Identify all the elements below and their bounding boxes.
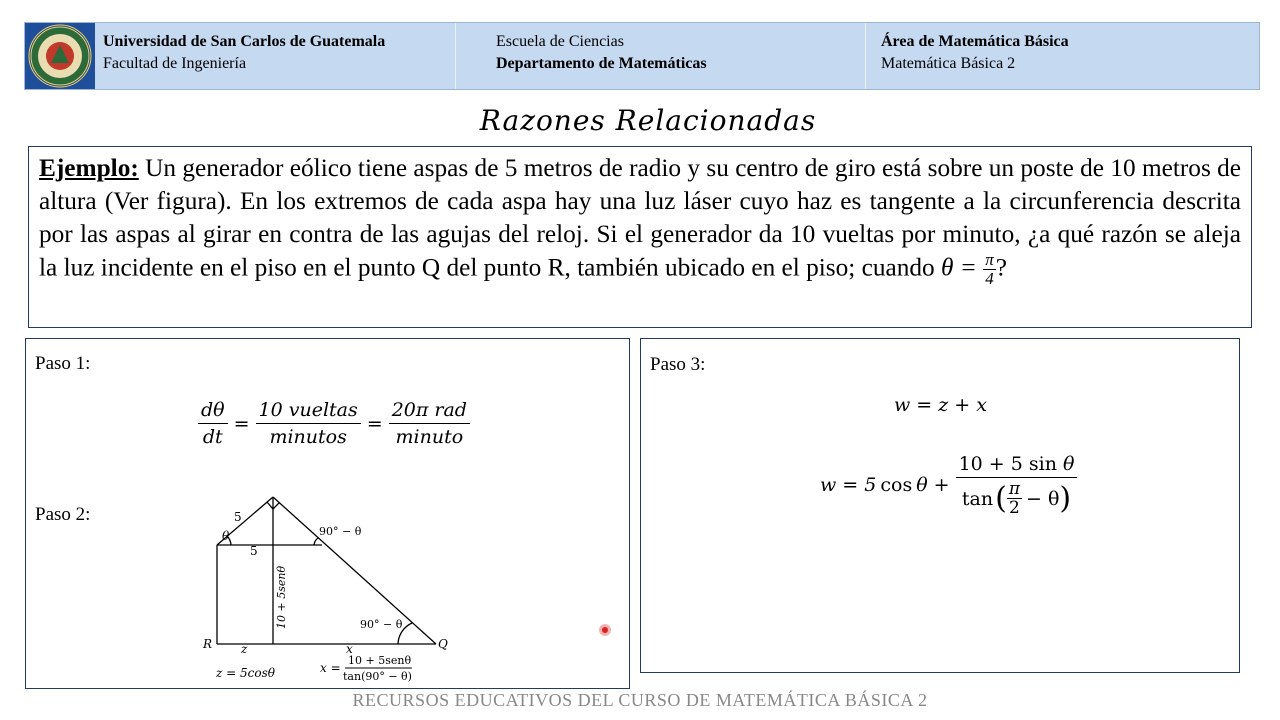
svg-text:90° − θ: 90° − θ xyxy=(360,618,403,631)
svg-text:5: 5 xyxy=(234,510,242,524)
example-theta: θ = xyxy=(941,253,977,282)
footer-text: RECURSOS EDUCATIVOS DEL CURSO DE MATEMÁTICA BÁSICA 2 xyxy=(352,690,928,710)
laser-pointer-icon xyxy=(599,624,611,636)
step1-label: Paso 1: xyxy=(35,353,91,374)
svg-text:10 + 5senθ: 10 + 5senθ xyxy=(275,565,288,629)
svg-text:90° − θ: 90° − θ xyxy=(319,525,362,538)
svg-text:Q: Q xyxy=(438,637,448,651)
page-title: Razones Relacionadas xyxy=(479,104,817,137)
svg-text:z: z xyxy=(241,642,248,656)
panel-step-3 xyxy=(640,338,1240,673)
step2-label: Paso 2: xyxy=(35,504,91,525)
svg-text:θ: θ xyxy=(222,529,230,543)
wind-generator-figure xyxy=(26,339,629,688)
header-banner xyxy=(24,22,1260,90)
svg-text:R: R xyxy=(203,637,213,651)
university-name: Universidad de San Carlos de Guatemala xyxy=(103,33,386,50)
svg-text:z = 5cosθ: z = 5cosθ xyxy=(216,666,275,680)
svg-text:x: x xyxy=(346,642,353,656)
example-box xyxy=(28,146,1252,328)
header-area xyxy=(865,23,1259,89)
example-end: ? xyxy=(995,253,1007,282)
svg-text:5: 5 xyxy=(250,544,258,558)
school-name: Escuela de Ciencias xyxy=(496,33,624,50)
example-text: Un generador eólico tiene aspas de 5 metros de radio y su centro de giro está sobre un poste de 10 metros de altura (Ver figura). En los extremos de cada aspa hay una luz láser cuyo haz es tangente a la circunferencia descrita por las aspas al girar en contra de las agujas del reloj. Si el generador da 10 vueltas por minuto, ¿a qué razón se aleja la luz incidente en el piso en el punto Q del punto R, también ubicado en el piso; cuando xyxy=(39,154,1241,282)
header-university xyxy=(103,23,455,89)
panel-steps-1-2 xyxy=(25,338,630,689)
step1-equation: $\frac{d\theta}{dt}$ = 10 vueltas minutos = 20π rad minuto xyxy=(198,399,470,448)
svg-text:x =: x = xyxy=(320,661,341,675)
svg-text:10 + 5senθ: 10 + 5senθ xyxy=(348,654,412,667)
university-seal-icon xyxy=(25,23,95,89)
faculty-name: Facultad de Ingeniería xyxy=(103,55,247,72)
header-school xyxy=(455,23,865,89)
step3-equation-1: w = z + x xyxy=(894,394,987,416)
svg-text:tan(90° − θ): tan(90° − θ) xyxy=(343,670,412,683)
department-name: Departamento de Matemáticas xyxy=(496,55,707,72)
area-name: Área de Matemática Básica xyxy=(881,33,1069,50)
step3-label: Paso 3: xyxy=(650,354,706,375)
step3-equation-2: w = 5 cos θ + 10 + 5 sin θ tan ( π 2 − θ ) xyxy=(820,453,1077,517)
course-name: Matemática Básica 2 xyxy=(881,55,1016,72)
example-label: Ejemplo: xyxy=(39,154,139,182)
example-fraction: $\frac{\pi}{4}$ xyxy=(985,250,994,288)
